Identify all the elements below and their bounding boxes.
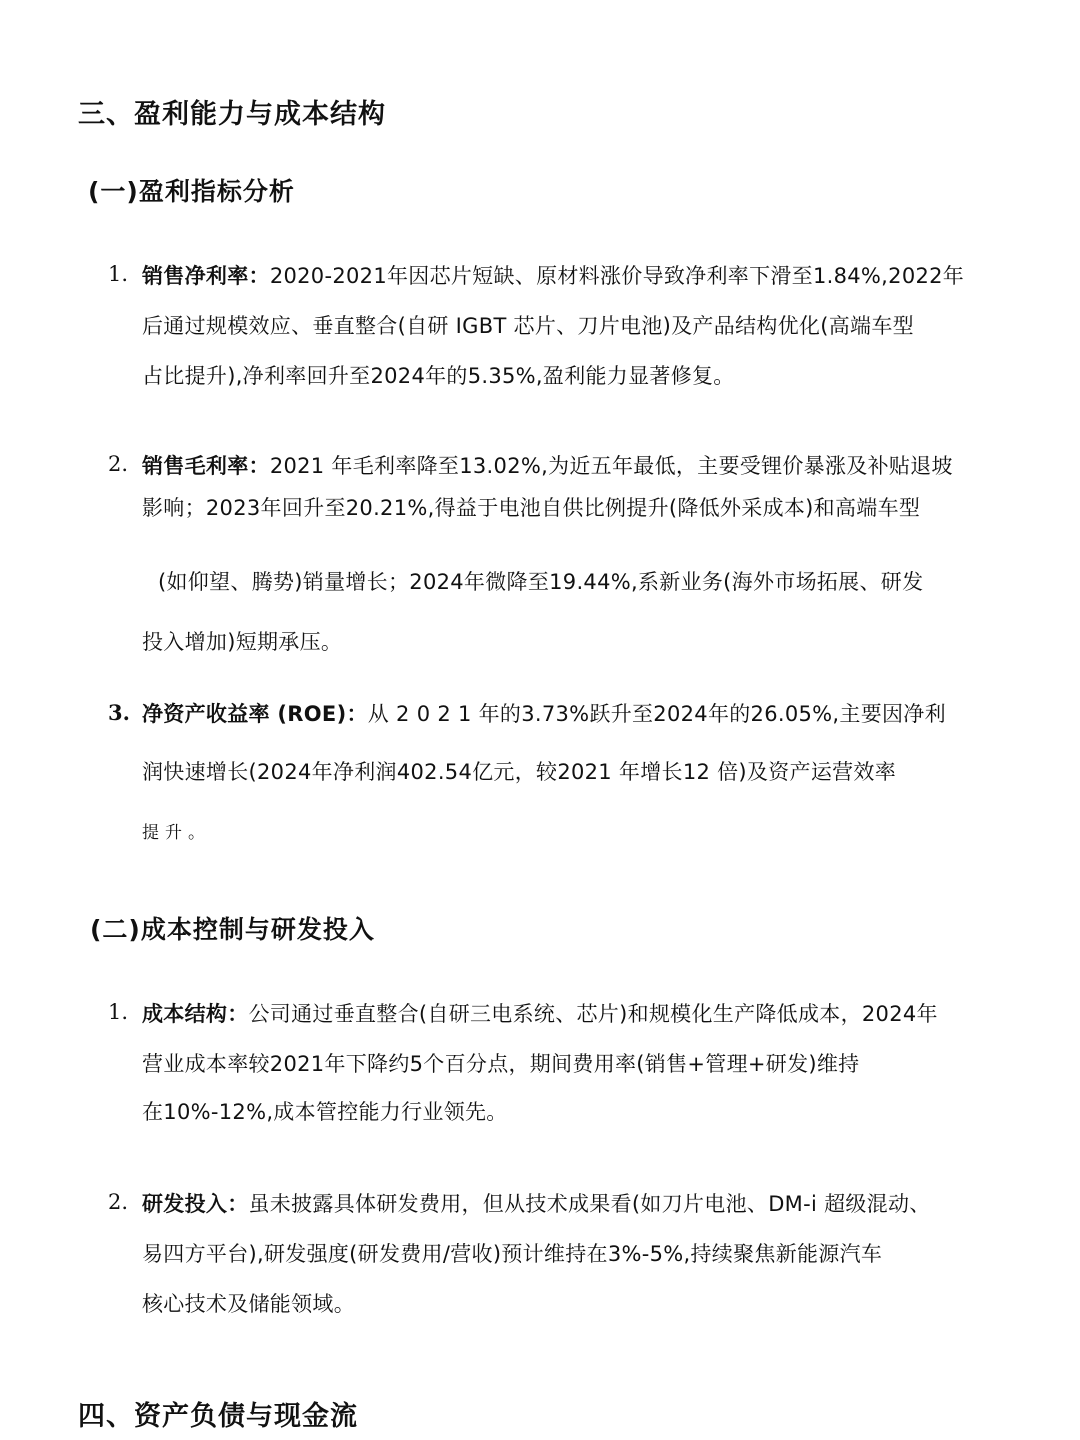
- section-heading-3: 三、盈利能力与成本结构: [78, 99, 386, 130]
- item-text: 占比提升),净利率回升至2024年的5.35%,盈利能力显著修复。: [142, 364, 735, 388]
- item-text: (如仰望、腾势)销量增长；2024年微降至19.44%,系新业务(海外市场拓展、研发: [158, 570, 924, 594]
- item-text: 虽未披露具体研发费用，但从技术成果看(如刀片电池、DM-i 超级混动、: [248, 1192, 931, 1216]
- item-label: 销售净利率：: [142, 264, 270, 288]
- list-number: 1.: [108, 262, 129, 286]
- item-text: 2021 年毛利率降至13.02%,为近五年最低，主要受锂价暴涨及补贴退坡: [269, 454, 953, 478]
- list-number: 3.: [108, 700, 130, 725]
- item-text: 易四方平台),研发强度(研发费用/营收)预计维持在3%-5%,持续聚焦新能源汽车: [142, 1242, 883, 1266]
- item-label: 销售毛利率：: [142, 454, 270, 478]
- list-number: 1.: [108, 1000, 129, 1024]
- item-text: 核心技术及储能领域。: [142, 1292, 355, 1316]
- item-text: 投入增加)短期承压。: [142, 630, 343, 654]
- item-text: 润快速增长(2024年净利润402.54亿元，较2021 年增长12 倍)及资产运营效率: [142, 760, 897, 784]
- subsection-heading-cost-rd: (二)成本控制与研发投入: [90, 915, 375, 944]
- item-label: 净资产收益率 (ROE)：: [142, 702, 368, 726]
- item-text: 2020-2021年因芯片短缺、原材料涨价导致净利率下滑至1.84%,2022年: [269, 264, 965, 288]
- list-number: 2.: [108, 1190, 129, 1214]
- item-text: 从 2 0 2 1 年的3.73%跃升至2024年的26.05%,主要因净利: [367, 702, 946, 726]
- item-text: 后通过规模效应、垂直整合(自研 IGBT 芯片、刀片电池)及产品结构优化(高端车型: [142, 314, 914, 338]
- item-text: 公司通过垂直整合(自研三电系统、芯片)和规模化生产降低成本，2024年: [248, 1002, 938, 1026]
- item-text: 在10%-12%,成本管控能力行业领先。: [142, 1100, 508, 1124]
- subsection-heading-profitability: (一)盈利指标分析: [88, 177, 295, 206]
- list-number: 2.: [108, 452, 129, 476]
- item-label: 成本结构：: [142, 1002, 249, 1026]
- item-label: 研发投入：: [142, 1192, 249, 1216]
- section-heading-4: 四、资产负债与现金流: [78, 1401, 358, 1432]
- item-text: 营业成本率较2021年下降约5个百分点，期间费用率(销售+管理+研发)维持: [142, 1052, 860, 1076]
- item-text: 影响；2023年回升至20.21%,得益于电池自供比例提升(降低外采成本)和高端车型: [142, 496, 921, 520]
- item-text: 提升。: [142, 823, 211, 843]
